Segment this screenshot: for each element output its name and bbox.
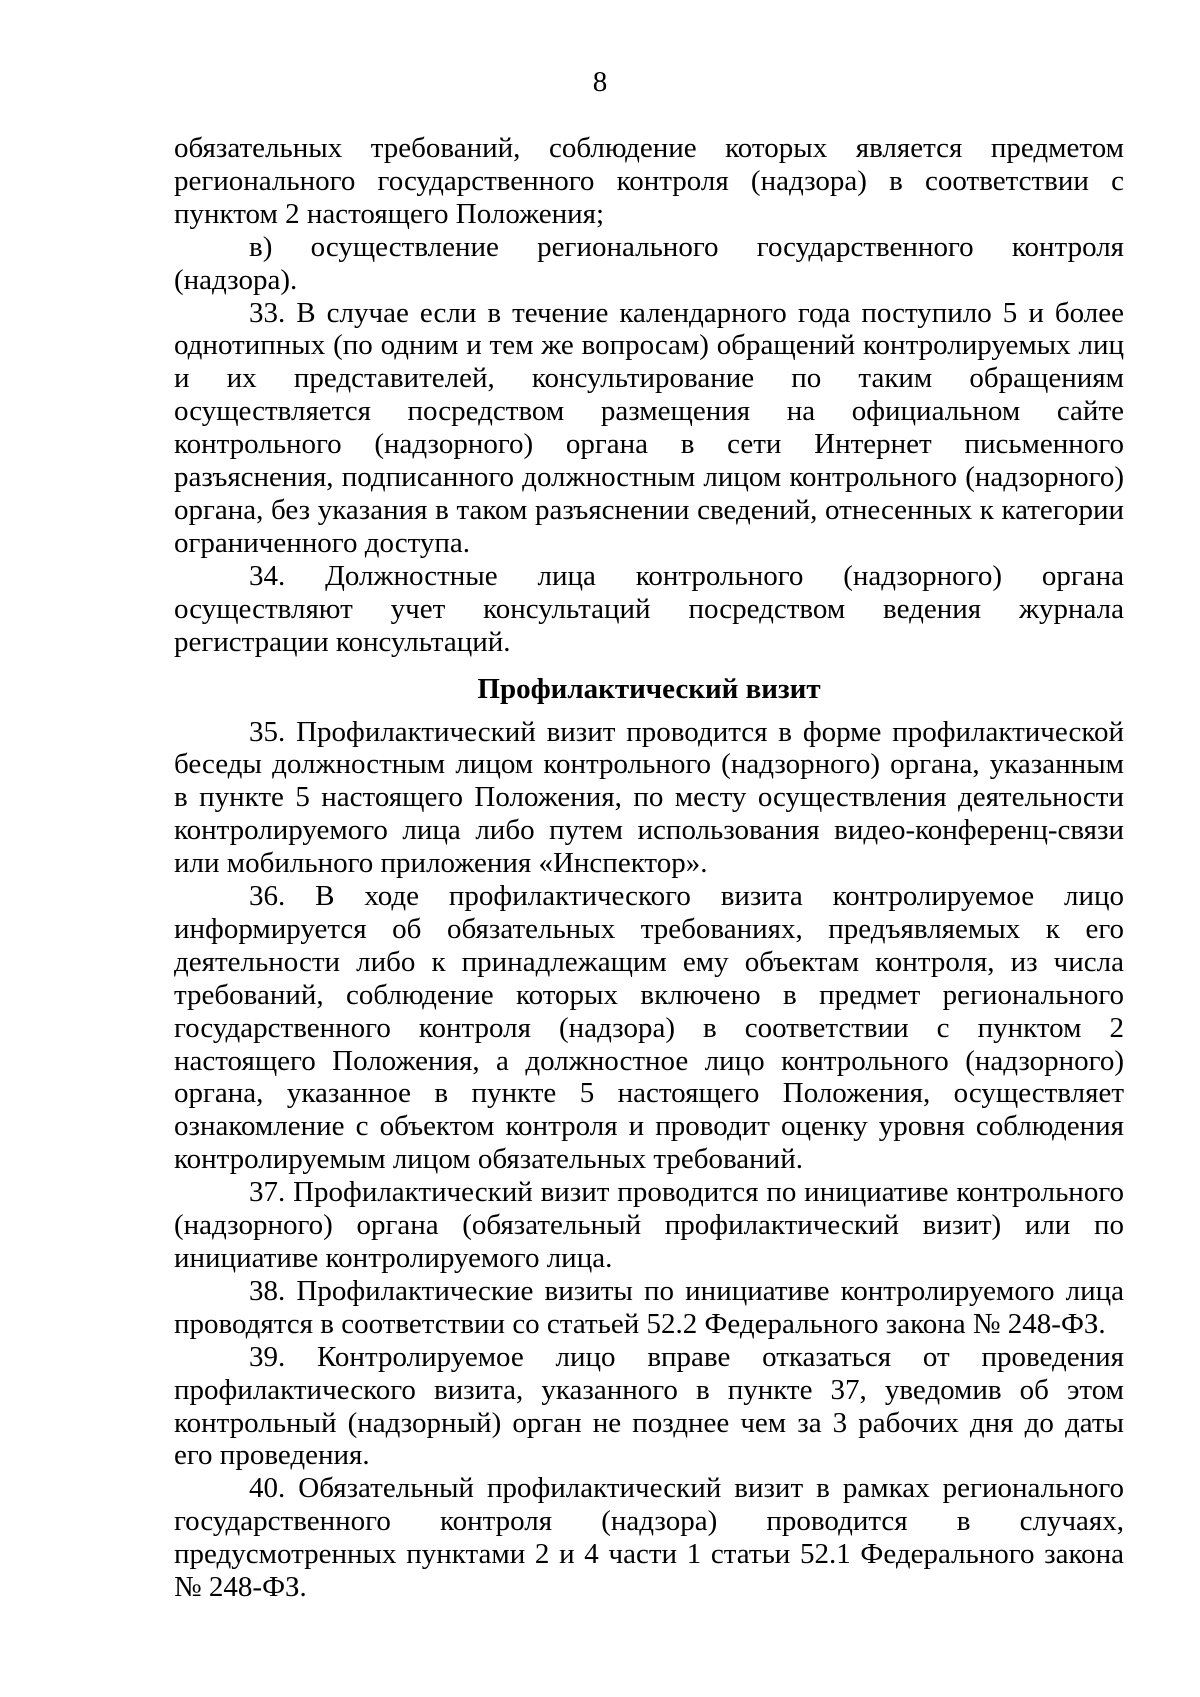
paragraph-35: 35. Профилактический визит проводится в форме профилактической беседы должностным лицом контрольного (надзорного) органа, указанным в пункте 5 настоящего Положения, по месту осуществления деятельности контролируемого лица либо путем использования видео-конференц-связи или мобильного приложения «Инспектор».	[174, 715, 1124, 880]
paragraph-continuation: обязательных требований, соблюдение которых является предметом регионального государственного контроля (надзора) в соответствии с пунктом 2 настоящего Положения;	[174, 132, 1124, 230]
paragraph-item-v: в) осуществление регионального государственного контроля (надзора).	[174, 230, 1124, 296]
paragraph-33: 33. В случае если в течение календарного года поступило 5 и более однотипных (по одним и тем же вопросам) обращений контролируемых лиц и их представителей, консультирование по таким обращениям осуществляется посредством размещения на официальном сайте контрольного (надзорного) органа в сети Интернет письменного разъяснения, подписанного должностным лицом контрольного (надзорного) органа, без указания в таком разъяснении сведений, отнесенных к категории ограниченного доступа.	[174, 296, 1124, 559]
paragraph-36: 36. В ходе профилактического визита контролируемое лицо информируется об обязательных требованиях, предъявляемых к его деятельности либо к принадлежащим ему объектам контроля, из числа требований, соблюдение которых включено в предмет регионального государственного контроля (надзора) в соответствии с пунктом 2 настоящего Положения, а должностное лицо контрольного (надзорного) органа, указанное в пункте 5 настоящего Положения, осуществляет ознакомление с объектом контроля и проводит оценку уровня соблюдения контролируемым лицом обязательных требований.	[174, 880, 1124, 1176]
paragraph-38: 38. Профилактические визиты по инициативе контролируемого лица проводятся в соответствии со статьей 52.2 Федерального закона № 248-ФЗ.	[174, 1274, 1124, 1340]
paragraph-34: 34. Должностные лица контрольного (надзорного) органа осуществляют учет консультаций посредством ведения журнала регистрации консультаций.	[174, 559, 1124, 658]
paragraph-37: 37. Профилактический визит проводится по инициативе контрольного (надзорного) органа (обязательный профилактический визит) или по инициативе контролируемого лица.	[174, 1176, 1124, 1274]
document-body	[174, 132, 1124, 1604]
section-heading: Профилактический визит	[477, 672, 821, 705]
paragraph-40: 40. Обязательный профилактический визит в рамках регионального государственного контроля (надзора) проводится в случаях, предусмотренных пунктами 2 и 4 части 1 статьи 52.1 Федерального закона № 248-ФЗ.	[174, 1472, 1124, 1604]
paragraph-39: 39. Контролируемое лицо вправе отказаться от проведения профилактического визита, указанного в пункте 37, уведомив об этом контрольный (надзорный) орган не позднее чем за 3 рабочих дня до даты его проведения.	[174, 1340, 1124, 1472]
page-number: 8	[592, 66, 608, 98]
